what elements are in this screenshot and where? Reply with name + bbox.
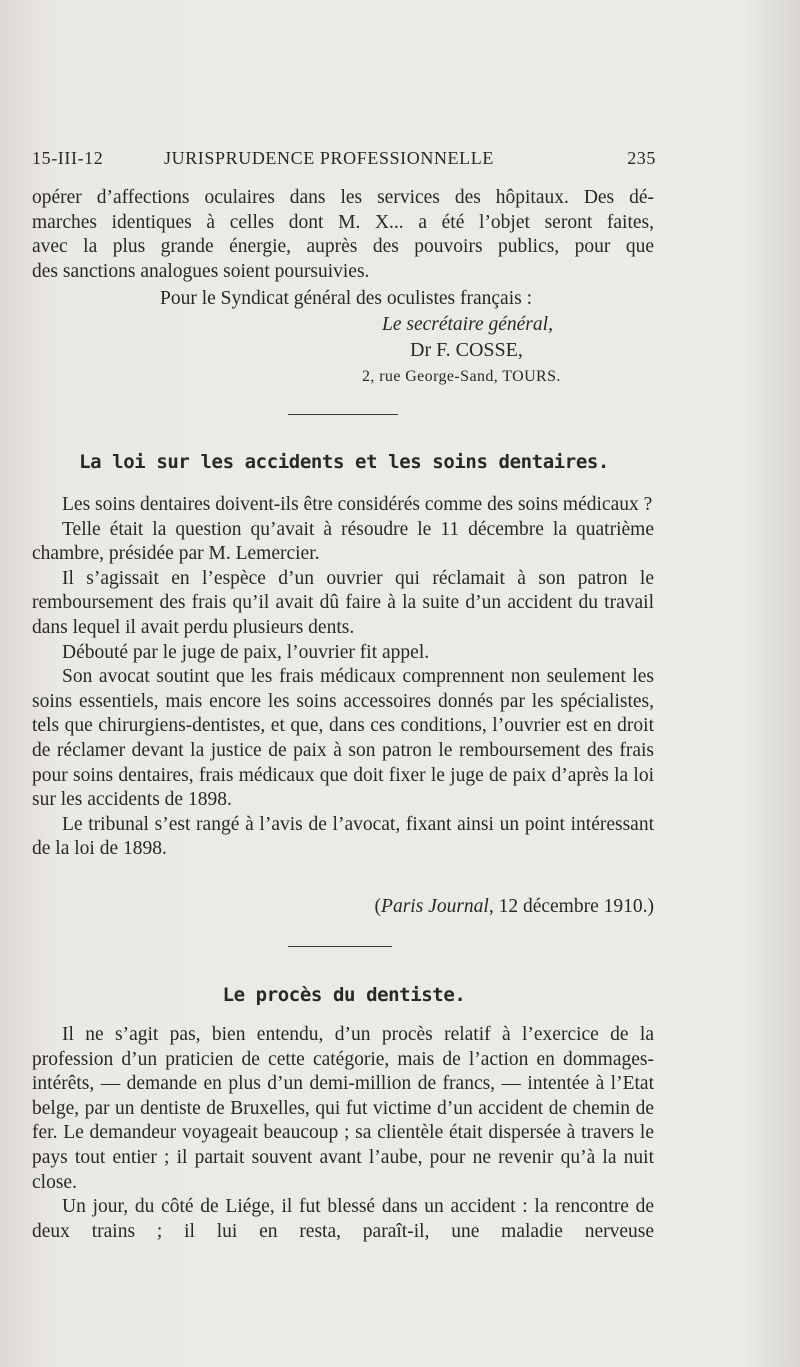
header-title: JURISPRUDENCE PROFESSIONNELLE	[164, 148, 494, 168]
running-header	[32, 148, 656, 176]
citation-date: , 12 décembre 1910.	[488, 896, 648, 917]
article-paragraph: Son avocat soutint que les frais médicaux comprennent non seulement les soins essentiels, mais encore les soins accessoires donnés par les spécialistes, tels que chirurgiens-dentistes, et que, dans ces conditions, l’ouvrier est en droit de réclamer devant la justice de paix à son patron le remboursement des frais pour soins dentaires, frais médicaux que doit fixer le juge de paix d’après la loi sur les accidents de 1898.	[32, 666, 654, 811]
signature-address: 2, rue George-Sand, TOURS.	[362, 368, 561, 385]
section-divider	[288, 414, 398, 415]
article-paragraph: Le tribunal s’est rangé à l’avis de l’avocat, fixant ainsi un point intéressant de la loi de 1898.	[32, 813, 654, 860]
article-paragraph: Il ne s’agit pas, bien entendu, d’un procès relatif à l’exercice de la profession d’un praticien de cette catégorie, mais de l’action en dommages-intérêts, — demande en plus d’un demi-million de francs, — intentée à l’Etat belge, par un dentiste de Bruxelles, qui fut victime d’un accident de chemin de fer. Le demandeur voyageait beaucoup ; sa clientèle était dispersée à travers le pays tout entier ; il partait souvent avant l’aube, pour ne revenir qu’à la nuit close.	[32, 1024, 654, 1193]
signature-organization: Pour le Syndicat général des oculistes français :	[160, 288, 533, 309]
intro-line: des sanctions analogues soient poursuivies.	[32, 260, 370, 282]
header-date: 15-III-12	[32, 148, 104, 168]
intro-line: marches identiques à celles dont M. X... a été l’objet seront faites,	[32, 211, 654, 233]
citation-source: Paris Journal	[381, 896, 489, 917]
intro-paragraph	[32, 186, 654, 284]
signature-role: Le secrétaire général,	[382, 314, 553, 335]
article-citation: (Paris Journal, 12 décembre 1910.)	[374, 896, 654, 917]
article-paragraph: Un jour, du côté de Liége, il fut blessé dans un accident : la rencontre de deux trains ; il lui en resta, paraît-il, une maladie nerveuse	[32, 1196, 654, 1242]
page-number: 235	[627, 148, 656, 168]
intro-line: opérer d’affections oculaires dans les services des hôpitaux. Des dé-	[32, 187, 654, 208]
section-divider	[288, 946, 392, 947]
article-paragraph: Telle était la question qu’avait à résoudre le 11 décembre la quatrième chambre, présidée par M. Lemercier.	[32, 518, 654, 565]
article-paragraph: Les soins dentaires doivent-ils être considérés comme des soins médicaux ?	[62, 494, 653, 515]
article-paragraph: Il s’agissait en l’espèce d’un ouvrier qui réclamait à son patron le remboursement des frais qu’il avait dû faire à la suite d’un accident du travail dans lequel il avait perdu plusieurs dents.	[32, 567, 654, 638]
article-body	[32, 493, 654, 862]
article-body	[32, 1023, 654, 1244]
signature-name: Dr F. COSSE,	[410, 339, 523, 361]
article-paragraph: Débouté par le juge de paix, l’ouvrier fit appel.	[62, 641, 430, 663]
article-heading: Le procès du dentiste.	[222, 984, 466, 1006]
intro-line: avec la plus grande énergie, auprès des pouvoirs publics, pour que	[32, 236, 654, 258]
article-heading: La loi sur les accidents et les soins dentaires.	[79, 451, 609, 473]
